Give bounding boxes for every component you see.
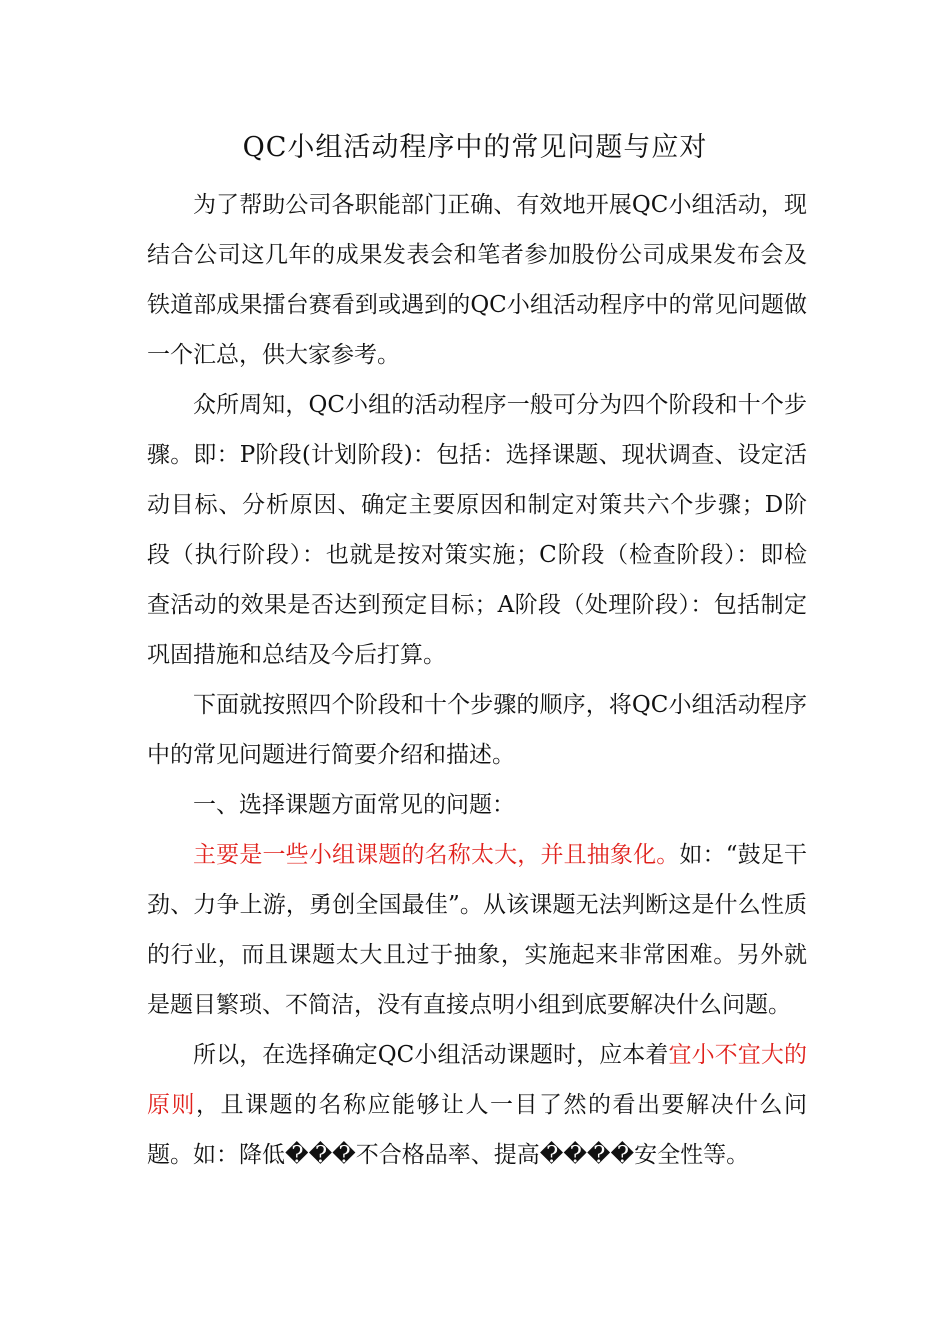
paragraph-principle-start: 所以，在选择确定QC小组活动课题时，应本着	[193, 1042, 669, 1068]
paragraph-stages: 众所周知，QC小组的活动程序一般可分为四个阶段和十个步骤。即：P阶段(计划阶段)：包括：选择课题、现状调查、设定活动目标、分析原因、确定主要原因和制定对策共六个步骤；D阶段（执行阶段）：也就是按对策实施；C阶段（检查阶段）：即检查活动的效果是否达到预定目标；A阶段（处理阶段）：包括制定巩固措施和总结及今后打算。	[147, 392, 807, 668]
paragraph-topic-problems-rest: 如：“鼓足干劲、力争上游，勇创全国最佳”。从该课题无法判断这是什么性质的行业，而且课题太大且过于抽象，实施起来非常困难。另外就是题目繁琐、不简洁，没有直接点明小组到底要解决什么问题。	[147, 842, 807, 1018]
paragraph-intro: 为了帮助公司各职能部门正确、有效地开展QC小组活动，现结合公司这几年的成果发表会和笔者参加股份公司成果发布会及铁道部成果擂台赛看到或遇到的QC小组活动程序中的常见问题做一个汇总，供大家参考。	[147, 192, 807, 368]
paragraph-topic-problems	[147, 830, 807, 1030]
paragraph-overview: 下面就按照四个阶段和十个步骤的顺序，将QC小组活动程序中的常见问题进行简要介绍和描述。	[147, 692, 807, 768]
paragraph-principle-rest: ，且课题的名称应能够让人一目了然的看出要解决什么问题。如：降低���不合格品率、提高����安全性等。	[147, 1092, 807, 1168]
page-title: QC小组活动程序中的常见问题与应对	[242, 132, 708, 163]
highlight-principle: 宜小不宜大的原则	[147, 1042, 807, 1118]
highlight-main-problem: 主要是一些小组课题的名称太大，并且抽象化。	[193, 842, 680, 868]
paragraph-topic-principle	[147, 1030, 807, 1180]
section-heading-topic-selection: 一、选择课题方面常见的问题：	[193, 792, 515, 818]
document-body	[147, 180, 807, 1180]
